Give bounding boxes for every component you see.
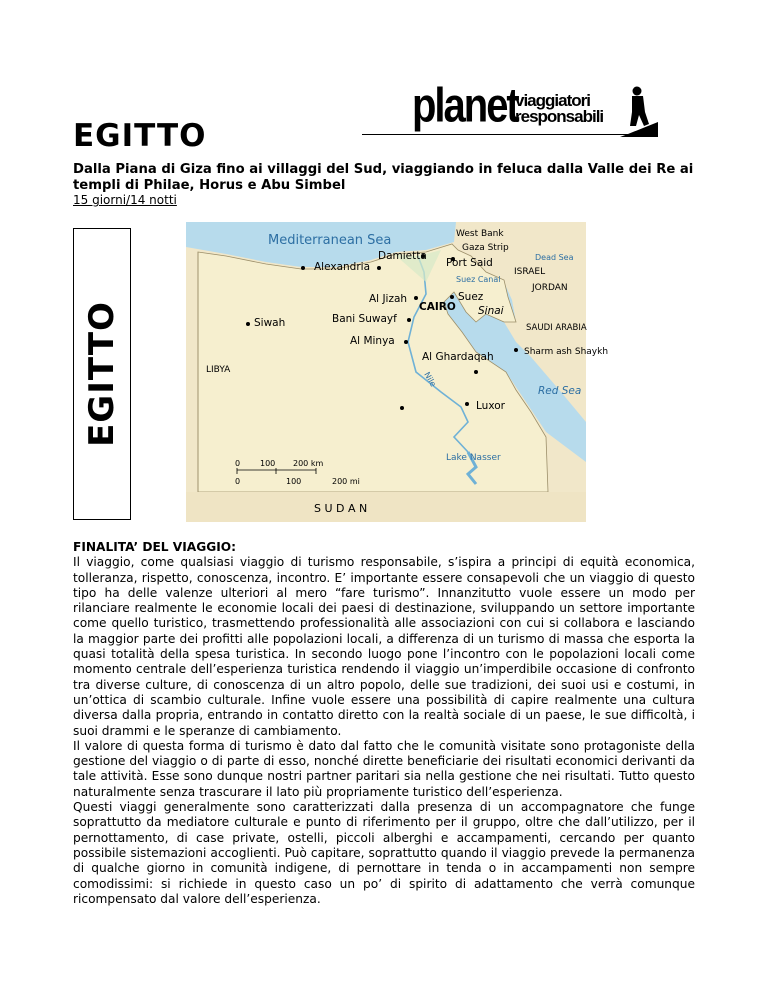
page-title: EGITTO bbox=[73, 118, 207, 154]
paragraph: Il valore di questa forma di turismo è dato dal fatto che le comunità visitate sono protagoniste della gestione del viaggio o di parte di esso, nonché dirette beneficiarie dei risultati economici derivanti da tale attività. Esse sono dunque nostri partner paritari sia nella gestione che nei risultati. Tutto questo naturalmente senza trascurare il lato più propriamente turistico dell’esperienza. bbox=[73, 738, 695, 799]
map-label-cairo: CAIRO bbox=[419, 301, 456, 313]
logo-word-viaggiatori: viaggiatori bbox=[515, 91, 590, 110]
scale-mi: 200 mi bbox=[332, 477, 360, 486]
map-label-red-sea: Red Sea bbox=[538, 385, 582, 397]
paragraph: Il viaggio, come qualsiasi viaggio di turismo responsabile, s’ispira a principi di equità economica, tolleranza, rispetto, conoscenza, incontro. E’ importante essere consapevoli che un viaggio di questo tipo ha delle valenze ulteriori al mero “fare turismo”. Innanzitutto vuole essere un modo per rilanciare realmente le economie locali dei paesi di destinazione, sviluppando un settore importante come quello turistico, trasmettendo professionalità alle associazioni con cui si collabora e lasciando la maggior parte dei profitti alle popolazioni locali, a differenza di un turismo di massa che esporta la quasi totalità della spesa turistica. In secondo luogo pone l’incontro con le popolazioni locali come momento centrale dell’esperienza turistica rendendo il viaggio un’imperdibile occasione di confronto tra diverse culture, di conoscenza di un altro popolo, delle sue tradizioni, dei suoi usi e costumi, in un’ottica di scambio culturale. Infine vuole essere una possibilità di capire realmente una cultura diversa dalla propria, entrando in contatto diretto con la realtà sociale di un paese, le sue difficoltà, i suoi drammi e le speranze di cambiamento. bbox=[73, 555, 695, 738]
map-label-al-ghardaqah: Al Ghardaqah bbox=[422, 351, 494, 363]
map-label-al-jizah: Al Jizah bbox=[369, 293, 408, 305]
map-label-luxor: Luxor bbox=[476, 400, 505, 412]
svg-text:0: 0 bbox=[235, 459, 241, 468]
planet-logo bbox=[360, 79, 660, 137]
walker-icon bbox=[620, 87, 658, 138]
map-label-port-said: Port Said bbox=[446, 257, 493, 269]
map-label-gaza: Gaza Strip bbox=[462, 243, 509, 253]
map-label-lake-nasser: Lake Nasser bbox=[446, 453, 501, 463]
map-label-sharm: Sharm ash Shaykh bbox=[524, 347, 609, 357]
map-label-nile: Nile bbox=[422, 370, 438, 389]
map-label-dead-sea: Dead Sea bbox=[535, 253, 574, 262]
svg-text:100: 100 bbox=[286, 477, 302, 486]
map-label-suez: Suez bbox=[458, 291, 484, 303]
map-label-al-minya: Al Minya bbox=[350, 335, 395, 347]
side-label-box bbox=[73, 228, 131, 520]
map-label-sudan: S U D A N bbox=[314, 502, 368, 515]
trip-duration: 15 giorni/14 notti bbox=[73, 193, 177, 207]
map-label-bani-suwayf: Bani Suwayf bbox=[332, 313, 397, 325]
sudan-shape bbox=[186, 492, 586, 522]
logo-word-planet: planet bbox=[412, 79, 518, 133]
logo-divider bbox=[362, 134, 658, 135]
paragraph: Questi viaggi generalmente sono caratterizzati dalla presenza di un accompagnatore che funge soprattutto da mediatore culturale e punto di riferimento per il gruppo, oltre che dall’utilizzo, per il pernottamento, di case private, ostelli, piccoli alberghi e accampamenti, cercando per quanto possibile sistemazioni accoglienti. Può capitare, soprattutto quando il viaggio prevede la permanenza di qualche giorno in comunità indigene, di pernottare in tenda o in accampamenti non sempre comodissimi: si richiede in questo caso un po’ di spirito di adattamento che verrà comunque ricompensato dal valore dell’esperienza. bbox=[73, 800, 695, 906]
map-label-siwah: Siwah bbox=[254, 317, 286, 329]
map-label-alexandria: Alexandria bbox=[314, 261, 371, 273]
map-label-saudi-arabia: SAUDI ARABIA bbox=[526, 323, 587, 333]
map-label-israel: ISRAEL bbox=[514, 267, 546, 277]
scale-km: 200 km bbox=[293, 459, 324, 468]
map-label-jordan: JORDAN bbox=[532, 283, 568, 293]
map-label-sinai: Sinai bbox=[478, 305, 504, 317]
trip-purpose-section bbox=[73, 540, 695, 907]
section-heading: FINALITA’ DEL VIAGGIO: bbox=[73, 540, 236, 554]
svg-text:0: 0 bbox=[235, 477, 241, 486]
map-label-west-bank: West Bank bbox=[456, 229, 504, 239]
side-label: EGITTO bbox=[82, 301, 122, 447]
page-subtitle: Dalla Piana di Giza fino ai villaggi del Sud, viaggiando in feluca dalla Valle dei Re ai templi di Philae, Horus e Abu Simbel bbox=[73, 162, 694, 193]
svg-text:100: 100 bbox=[260, 459, 276, 468]
map-label-suez-canal: Suez Canal bbox=[456, 275, 501, 284]
map-label-mediterranean: Mediterranean Sea bbox=[268, 233, 392, 248]
logo-word-responsabili: responsabili bbox=[515, 107, 604, 126]
egypt-map bbox=[186, 222, 609, 522]
map-label-libya: LIBYA bbox=[206, 365, 231, 375]
map-label-damietta: Damietta bbox=[378, 250, 427, 262]
